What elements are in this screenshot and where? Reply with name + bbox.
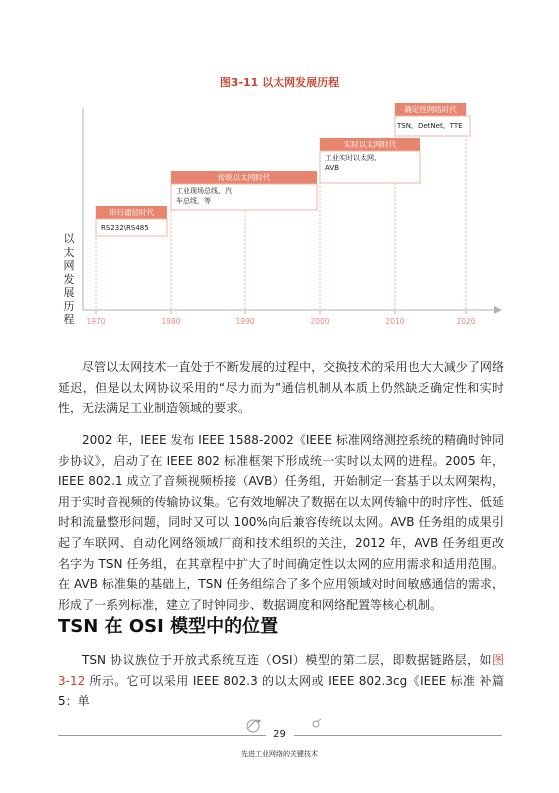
y-axis-label-char: 网 — [63, 259, 75, 272]
era-desc-traditional — [176, 186, 232, 206]
year-tick-label: 2000 — [310, 317, 330, 326]
y-axis-label-char: 发 — [63, 272, 75, 286]
era-desc-realtime — [325, 153, 381, 173]
y-axis-label-char: 程 — [63, 313, 75, 326]
era-label-traditional: 传统以太网时代 — [217, 173, 271, 182]
x-axis-arrow — [494, 306, 502, 314]
body-paragraph-1: 尽管以太网技术一直处于不断发展的过程中，交换技术的采用也大大减少了网络延迟，但是以太网协议采用的“尽力而为”通信机制从本质上仍然缺乏确定性和实时性，无法满足工业制造领域的要求。 — [58, 360, 504, 416]
era-desc-line: 工业实时以太网、 — [325, 154, 381, 162]
page-number: 29 — [273, 729, 286, 740]
section-heading: TSN 在 OSI 模型中的位置 — [58, 616, 279, 637]
era-desc-line: TSN、DetNet、TTE — [397, 122, 463, 130]
era-desc-line: 车总线，等 — [176, 197, 211, 205]
era-desc-line: 工业现场总线、汽 — [176, 187, 232, 195]
timeline-chart — [0, 0, 559, 340]
era-desc-deterministic — [397, 121, 463, 131]
year-tick-label: 1990 — [235, 317, 255, 326]
era-label-deterministic: 确定性网络时代 — [404, 105, 457, 114]
y-axis-label-char: 太 — [63, 245, 75, 259]
year-tick-label: 2020 — [456, 317, 476, 326]
paragraph-text: TSN 协议族位于开放式系统互连（OSI）模型的第二层，即数据链路层，如 — [82, 653, 492, 667]
y-axis-label-char: 历 — [63, 299, 75, 313]
era-desc-line: AVB — [325, 164, 339, 172]
paragraph-text: 所示。它可以采用 IEEE 802.3 的以太网或 IEEE 802.3cg《IEEE 标准 补篇 5：单 — [58, 673, 504, 709]
era-label-serial: 串行通信时代 — [109, 208, 154, 217]
year-tick-label: 2010 — [385, 317, 405, 326]
ornament-icon — [310, 718, 322, 728]
year-tick-label: 1970 — [86, 317, 106, 326]
figure-reference-link[interactable]: 图 3-12 — [58, 653, 504, 688]
footer-title: 先进工业网络的关键技术 — [241, 750, 318, 758]
y-axis-label-char: 展 — [63, 286, 75, 299]
y-axis-label-char: 以 — [63, 232, 75, 245]
body-paragraph-3 — [58, 650, 504, 712]
figure-title: 图3-11 以太网发展历程 — [219, 76, 340, 89]
year-tick-label: 1980 — [161, 317, 181, 326]
era-label-realtime: 实时以太网时代 — [343, 140, 397, 149]
body-paragraph-2: 2002 年，IEEE 发布 IEEE 1588-2002《IEEE 标准网络测控系统的精确时钟同步协议》，启动了在 IEEE 802 标准框架下形成统一实时以太网的进程。2005 年，IEEE 802.1 成立了音频视频桥接（AVB）任务组，开始制定一套基于以太网架构，用于实时音视频的传输协议集。它有效地解决了数据在以太网传输中的时序性、低延时和流量整形问题，同时又可以 100%向后兼容传统以太网。AVB 任务组的成果引起了车联网、自动化网络领域厂商和技术组织的关注，2012 年，AVB 任务组更改名字为 TSN 任务组，在其章程中扩大了时间确定性以太网的应用需求和适用范围。在 AVB 标准集的基础上，TSN 任务组综合了多个应用领域对时间敏感通信的需求，形成了一系列标准，建立了时钟同步、数据调度和网络配置等核心机制。 — [58, 433, 504, 612]
era-desc-serial — [101, 223, 149, 233]
era-desc-line: RS232\RS485 — [101, 224, 149, 232]
